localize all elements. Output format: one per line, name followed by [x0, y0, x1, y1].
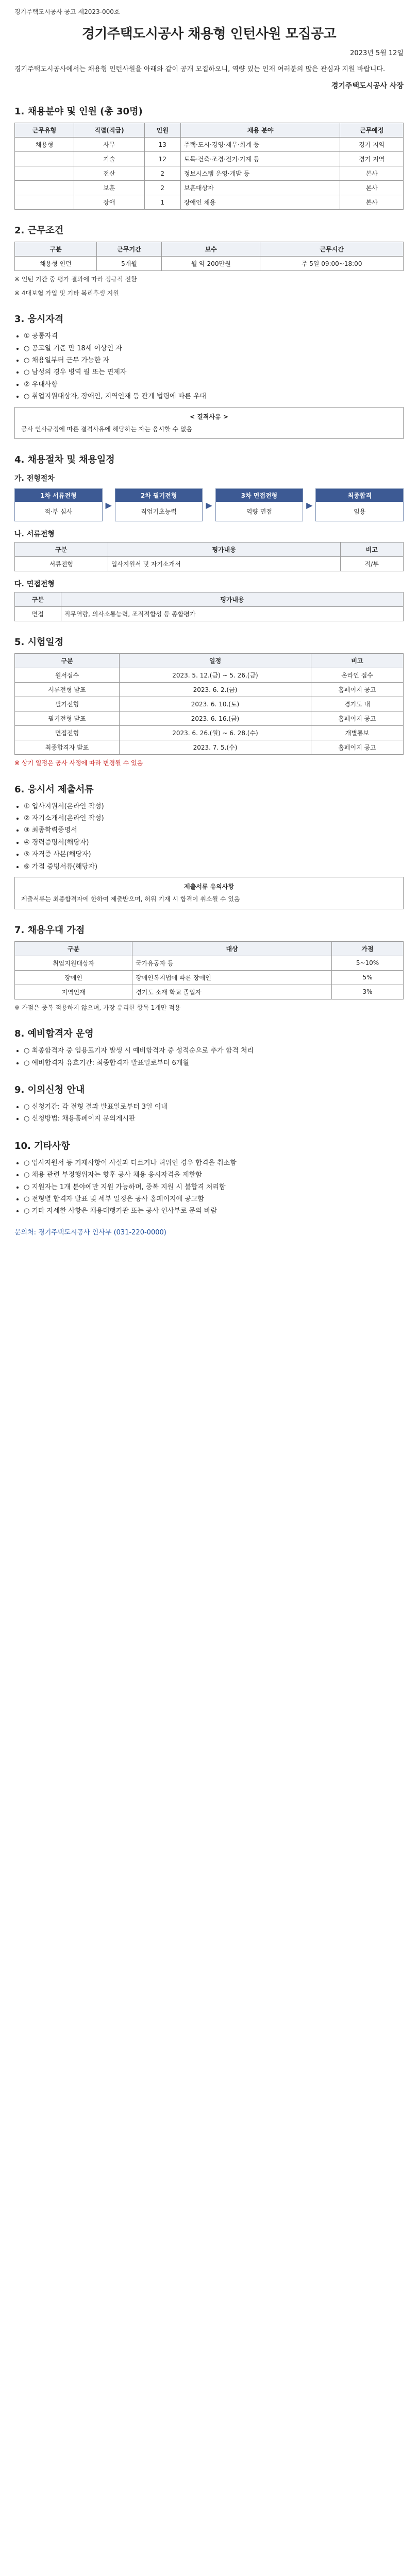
list-item: • ○ 지원자는 1개 분야에만 지원 가능하며, 중복 지원 시 불합격 처리함: [24, 1181, 404, 1193]
table-cell: 경기도 내: [311, 697, 403, 711]
objection-list: [14, 1101, 404, 1125]
table-cell: [15, 195, 74, 210]
table-cell: 보훈: [74, 181, 144, 195]
section-7-title: 7. 채용우대 가점: [14, 924, 85, 936]
table-cell: 국가유공자 등: [132, 956, 332, 970]
qualification-list: [14, 330, 404, 402]
intro-text: 경기주택도시공사에서는 채용형 인턴사원을 아래와 같이 공개 모집하오니, 역량 있는 인재 여러분의 많은 관심과 지원 바랍니다.: [14, 65, 386, 73]
table-cell: 직무역량, 의사소통능력, 조직적합성 등 종합평가: [61, 607, 403, 621]
table-header: 근무유형: [15, 123, 74, 138]
table-cell: 5~10%: [332, 956, 404, 970]
step-title: 2차 필기전형: [115, 489, 203, 502]
table-cell: 채용형 인턴: [15, 257, 97, 271]
step-title: 최종합격: [316, 489, 403, 502]
table-cell: 2: [144, 181, 180, 195]
list-item: • ② 우대사항: [24, 379, 404, 391]
table-cell: 온라인 접수: [311, 668, 403, 683]
table-cell: 주 5일 09:00~18:00: [260, 257, 404, 271]
table-row: [15, 697, 404, 711]
list-item: • ○ 남성의 경우 병역 필 또는 면제자: [24, 366, 404, 378]
table-cell: 본사: [340, 181, 404, 195]
table-cell: 주택·도시·경영·재무·회계 등: [180, 138, 340, 152]
list-item: • ① 공통자격: [24, 330, 404, 342]
bonus-note: ※ 가점은 중복 적용하지 않으며, 가장 유리한 항목 1개만 적용: [14, 1004, 181, 1011]
table-cell: 2023. 6. 26.(월) ~ 6. 28.(수): [120, 726, 311, 740]
table-cell: 보훈대상자: [180, 181, 340, 195]
table-header: 근무시간: [260, 242, 404, 257]
arrow-right-icon: ▶: [206, 500, 212, 510]
section-9-title: 9. 이의신청 안내: [14, 1084, 85, 1095]
table-cell: 2023. 6. 2.(금): [120, 683, 311, 697]
step-title: 1차 서류전형: [15, 489, 102, 502]
process-step: [215, 488, 304, 521]
table-cell: 입사지원서 및 자기소개서: [108, 557, 340, 571]
documents-note-box: [14, 877, 404, 909]
table-cell: 2023. 6. 16.(금): [120, 711, 311, 726]
section-2-title: 2. 근무조건: [14, 225, 64, 236]
notice-document: [0, 0, 418, 1254]
section-3-title: 3. 응시자격: [14, 314, 64, 325]
process-step: [14, 488, 103, 521]
table-header: 구분: [15, 543, 108, 557]
table-header: 인원: [144, 123, 180, 138]
table-row: [15, 740, 404, 755]
step-desc: 적·부 심사: [44, 508, 73, 516]
table-row: [15, 956, 404, 970]
page-title: 경기주택도시공사 채용형 인턴사원 모집공고: [81, 26, 337, 42]
table-row: [15, 607, 404, 621]
table-cell: 전산: [74, 166, 144, 181]
table-cell: 13: [144, 138, 180, 152]
list-item: • ○ 기타 자세한 사항은 채용대행기관 또는 공사 인사부로 문의 바람: [24, 1205, 404, 1217]
table-row: [15, 138, 404, 152]
section-4-title: 4. 채용절차 및 채용일정: [14, 454, 115, 466]
table-header: 구분: [15, 654, 120, 668]
list-item: • ② 자기소개서(온라인 작성): [24, 812, 404, 824]
table-header: 비고: [311, 654, 403, 668]
section-8-title: 8. 예비합격자 운영: [14, 1028, 94, 1040]
document-screening-table: [14, 542, 404, 571]
sub-title: 다. 면접전형: [14, 580, 55, 589]
list-item: • ○ 전형별 합격자 발표 및 세부 일정은 공사 홈페이지에 공고함: [24, 1193, 404, 1205]
table-cell: 원서접수: [15, 668, 120, 683]
table-cell: 토목·건축·조경·전기·기계 등: [180, 152, 340, 166]
table-cell: 필기전형: [15, 697, 120, 711]
list-item: • ④ 경력증명서(해당자): [24, 837, 404, 849]
table-cell: 12: [144, 152, 180, 166]
table-header: 평가내용: [108, 543, 340, 557]
table-header: 구분: [15, 592, 61, 607]
table-cell: 3%: [332, 985, 404, 999]
process-flow: [14, 488, 404, 521]
box-text: 제출서류는 최종합격자에 한하여 제출받으며, 허위 기재 시 합격이 취소될 수 있음: [21, 895, 240, 903]
table-cell: 본사: [340, 166, 404, 181]
schedule-table: [14, 653, 404, 755]
sub-title: 나. 서류전형: [14, 530, 55, 539]
table-cell: 경기도 소재 학교 졸업자: [132, 985, 332, 999]
etc-list: [14, 1157, 404, 1217]
table-row: [15, 152, 404, 166]
box-text: 공사 인사규정에 따른 결격사유에 해당하는 자는 응시할 수 없음: [21, 425, 192, 433]
table-cell: 5개월: [96, 257, 161, 271]
table-cell: 홈페이지 공고: [311, 740, 403, 755]
table-row: [15, 166, 404, 181]
table-cell: 취업지원대상자: [15, 956, 132, 970]
list-item: • ○ 채용 관련 부정행위자는 향후 공사 채용 응시자격을 제한함: [24, 1169, 404, 1181]
table-cell: 최종합격자 발표: [15, 740, 120, 755]
table-cell: 홈페이지 공고: [311, 711, 403, 726]
reserve-list: [14, 1045, 404, 1069]
list-item: • ① 입사지원서(온라인 작성): [24, 801, 404, 812]
table-cell: 서류전형 발표: [15, 683, 120, 697]
table-cell: [15, 166, 74, 181]
table-header: 대상: [132, 941, 332, 956]
table-cell: 경기 지역: [340, 152, 404, 166]
section-1-title: 1. 채용분야 및 인원 (총 30명): [14, 106, 143, 117]
arrow-right-icon: ▶: [105, 500, 112, 510]
table-header: 구분: [15, 242, 97, 257]
notice-date: 2023년 5월 12일: [350, 49, 404, 57]
table-row: [15, 970, 404, 985]
bonus-table: [14, 941, 404, 999]
schedule-note: ※ 상기 일정은 공사 사정에 따라 변경될 수 있음: [14, 759, 143, 767]
table-header: 보수: [162, 242, 260, 257]
box-title: 제출서류 유의사항: [184, 883, 234, 891]
table-cell: 지역인재: [15, 985, 132, 999]
table-cell: 1: [144, 195, 180, 210]
section-10-title: 10. 기타사항: [14, 1140, 70, 1151]
table-cell: 장애인: [15, 970, 132, 985]
table-cell: 적/부: [340, 557, 403, 571]
list-item: • ⑥ 가점 증빙서류(해당자): [24, 861, 404, 873]
arrow-right-icon: ▶: [306, 500, 313, 510]
documents-list: [14, 801, 404, 873]
table-header: 비고: [340, 543, 403, 557]
work-condition-table: [14, 242, 404, 271]
signature: 경기주택도시공사 사장: [331, 82, 404, 91]
table-cell: 5%: [332, 970, 404, 985]
table-row: [15, 711, 404, 726]
table-cell: 월 약 200만원: [162, 257, 260, 271]
list-item: • ○ 채용일부터 근무 가능한 자: [24, 354, 404, 366]
table-row: [15, 726, 404, 740]
process-step: [115, 488, 203, 521]
table-cell: 채용형: [15, 138, 74, 152]
table-header: 구분: [15, 941, 132, 956]
table-header: 근무기간: [96, 242, 161, 257]
list-item: • ○ 신청방법: 채용홈페이지 문의게시판: [24, 1113, 404, 1125]
table-header: 일정: [120, 654, 311, 668]
table-cell: 2023. 7. 5.(수): [120, 740, 311, 755]
table-header: 가점: [332, 941, 404, 956]
list-item: • ○ 최종합격자 중 임용포기자 발생 시 예비합격자 중 성적순으로 추가 합격 처리: [24, 1045, 404, 1057]
table-row: [15, 683, 404, 697]
recruit-table: [14, 123, 404, 210]
step-desc: 역량 면접: [246, 508, 272, 516]
table-cell: 장애: [74, 195, 144, 210]
table-cell: 경기 지역: [340, 138, 404, 152]
list-item: • ③ 최종학력증명서: [24, 824, 404, 836]
table-cell: 장애인 채용: [180, 195, 340, 210]
list-item: • ⑤ 자격증 사본(해당자): [24, 849, 404, 860]
list-item: • ○ 입사지원서 등 기재사항이 사실과 다르거나 허위인 경우 합격을 취소함: [24, 1157, 404, 1169]
list-item: • ○ 취업지원대상자, 장애인, 지역인재 등 관계 법령에 따른 우대: [24, 391, 404, 402]
document-number: 경기주택도시공사 공고 제2023-000호: [14, 8, 120, 15]
table-header: 채용 분야: [180, 123, 340, 138]
table-cell: 면접전형: [15, 726, 120, 740]
contact-info: 문의처: 경기주택도시공사 인사부 (031-220-0000): [14, 1228, 166, 1236]
interview-table: [14, 592, 404, 621]
table-cell: 정보시스템 운영·개발 등: [180, 166, 340, 181]
step-desc: 직업기초능력: [141, 508, 177, 516]
table-cell: 서류전형: [15, 557, 108, 571]
table-cell: 홈페이지 공고: [311, 683, 403, 697]
table-cell: 장애인복지법에 따른 장애인: [132, 970, 332, 985]
list-item: • ○ 예비합격자 유효기간: 최종합격자 발표일로부터 6개월: [24, 1057, 404, 1069]
table-row: [15, 668, 404, 683]
table-row: [15, 195, 404, 210]
table-cell: [15, 181, 74, 195]
process-step: [315, 488, 404, 521]
table-header: 직렬(직급): [74, 123, 144, 138]
table-cell: 2: [144, 166, 180, 181]
section-5-title: 5. 시험일정: [14, 637, 64, 648]
box-title: < 결격사유 >: [190, 413, 228, 420]
table-cell: 기술: [74, 152, 144, 166]
section-6-title: 6. 응시서 제출서류: [14, 784, 94, 795]
table-cell: 2023. 5. 12.(금) ~ 5. 26.(금): [120, 668, 311, 683]
table-cell: 본사: [340, 195, 404, 210]
table-row: [15, 181, 404, 195]
table-header: 평가내용: [61, 592, 403, 607]
table-cell: 면접: [15, 607, 61, 621]
table-cell: 개별통보: [311, 726, 403, 740]
step-desc: 임용: [354, 508, 366, 516]
sub-title: 가. 전형절차: [14, 474, 55, 483]
list-item: • ○ 신청기간: 각 전형 결과 발표일로부터 3일 이내: [24, 1101, 404, 1113]
step-title: 3차 면접전형: [216, 489, 303, 502]
note: ※ 인턴 기간 중 평가 결과에 따라 정규직 전환: [14, 276, 137, 283]
disqualification-box: [14, 407, 404, 439]
table-cell: 사무: [74, 138, 144, 152]
table-cell: 2023. 6. 10.(토): [120, 697, 311, 711]
table-row: [15, 985, 404, 999]
table-row: [15, 257, 404, 271]
table-cell: [15, 152, 74, 166]
table-row: [15, 557, 404, 571]
note: ※ 4대보험 가입 및 기타 복리후생 지원: [14, 289, 119, 297]
list-item: • ○ 공고일 기준 만 18세 이상인 자: [24, 343, 404, 354]
table-cell: 필기전형 발표: [15, 711, 120, 726]
table-header: 근무예정: [340, 123, 404, 138]
